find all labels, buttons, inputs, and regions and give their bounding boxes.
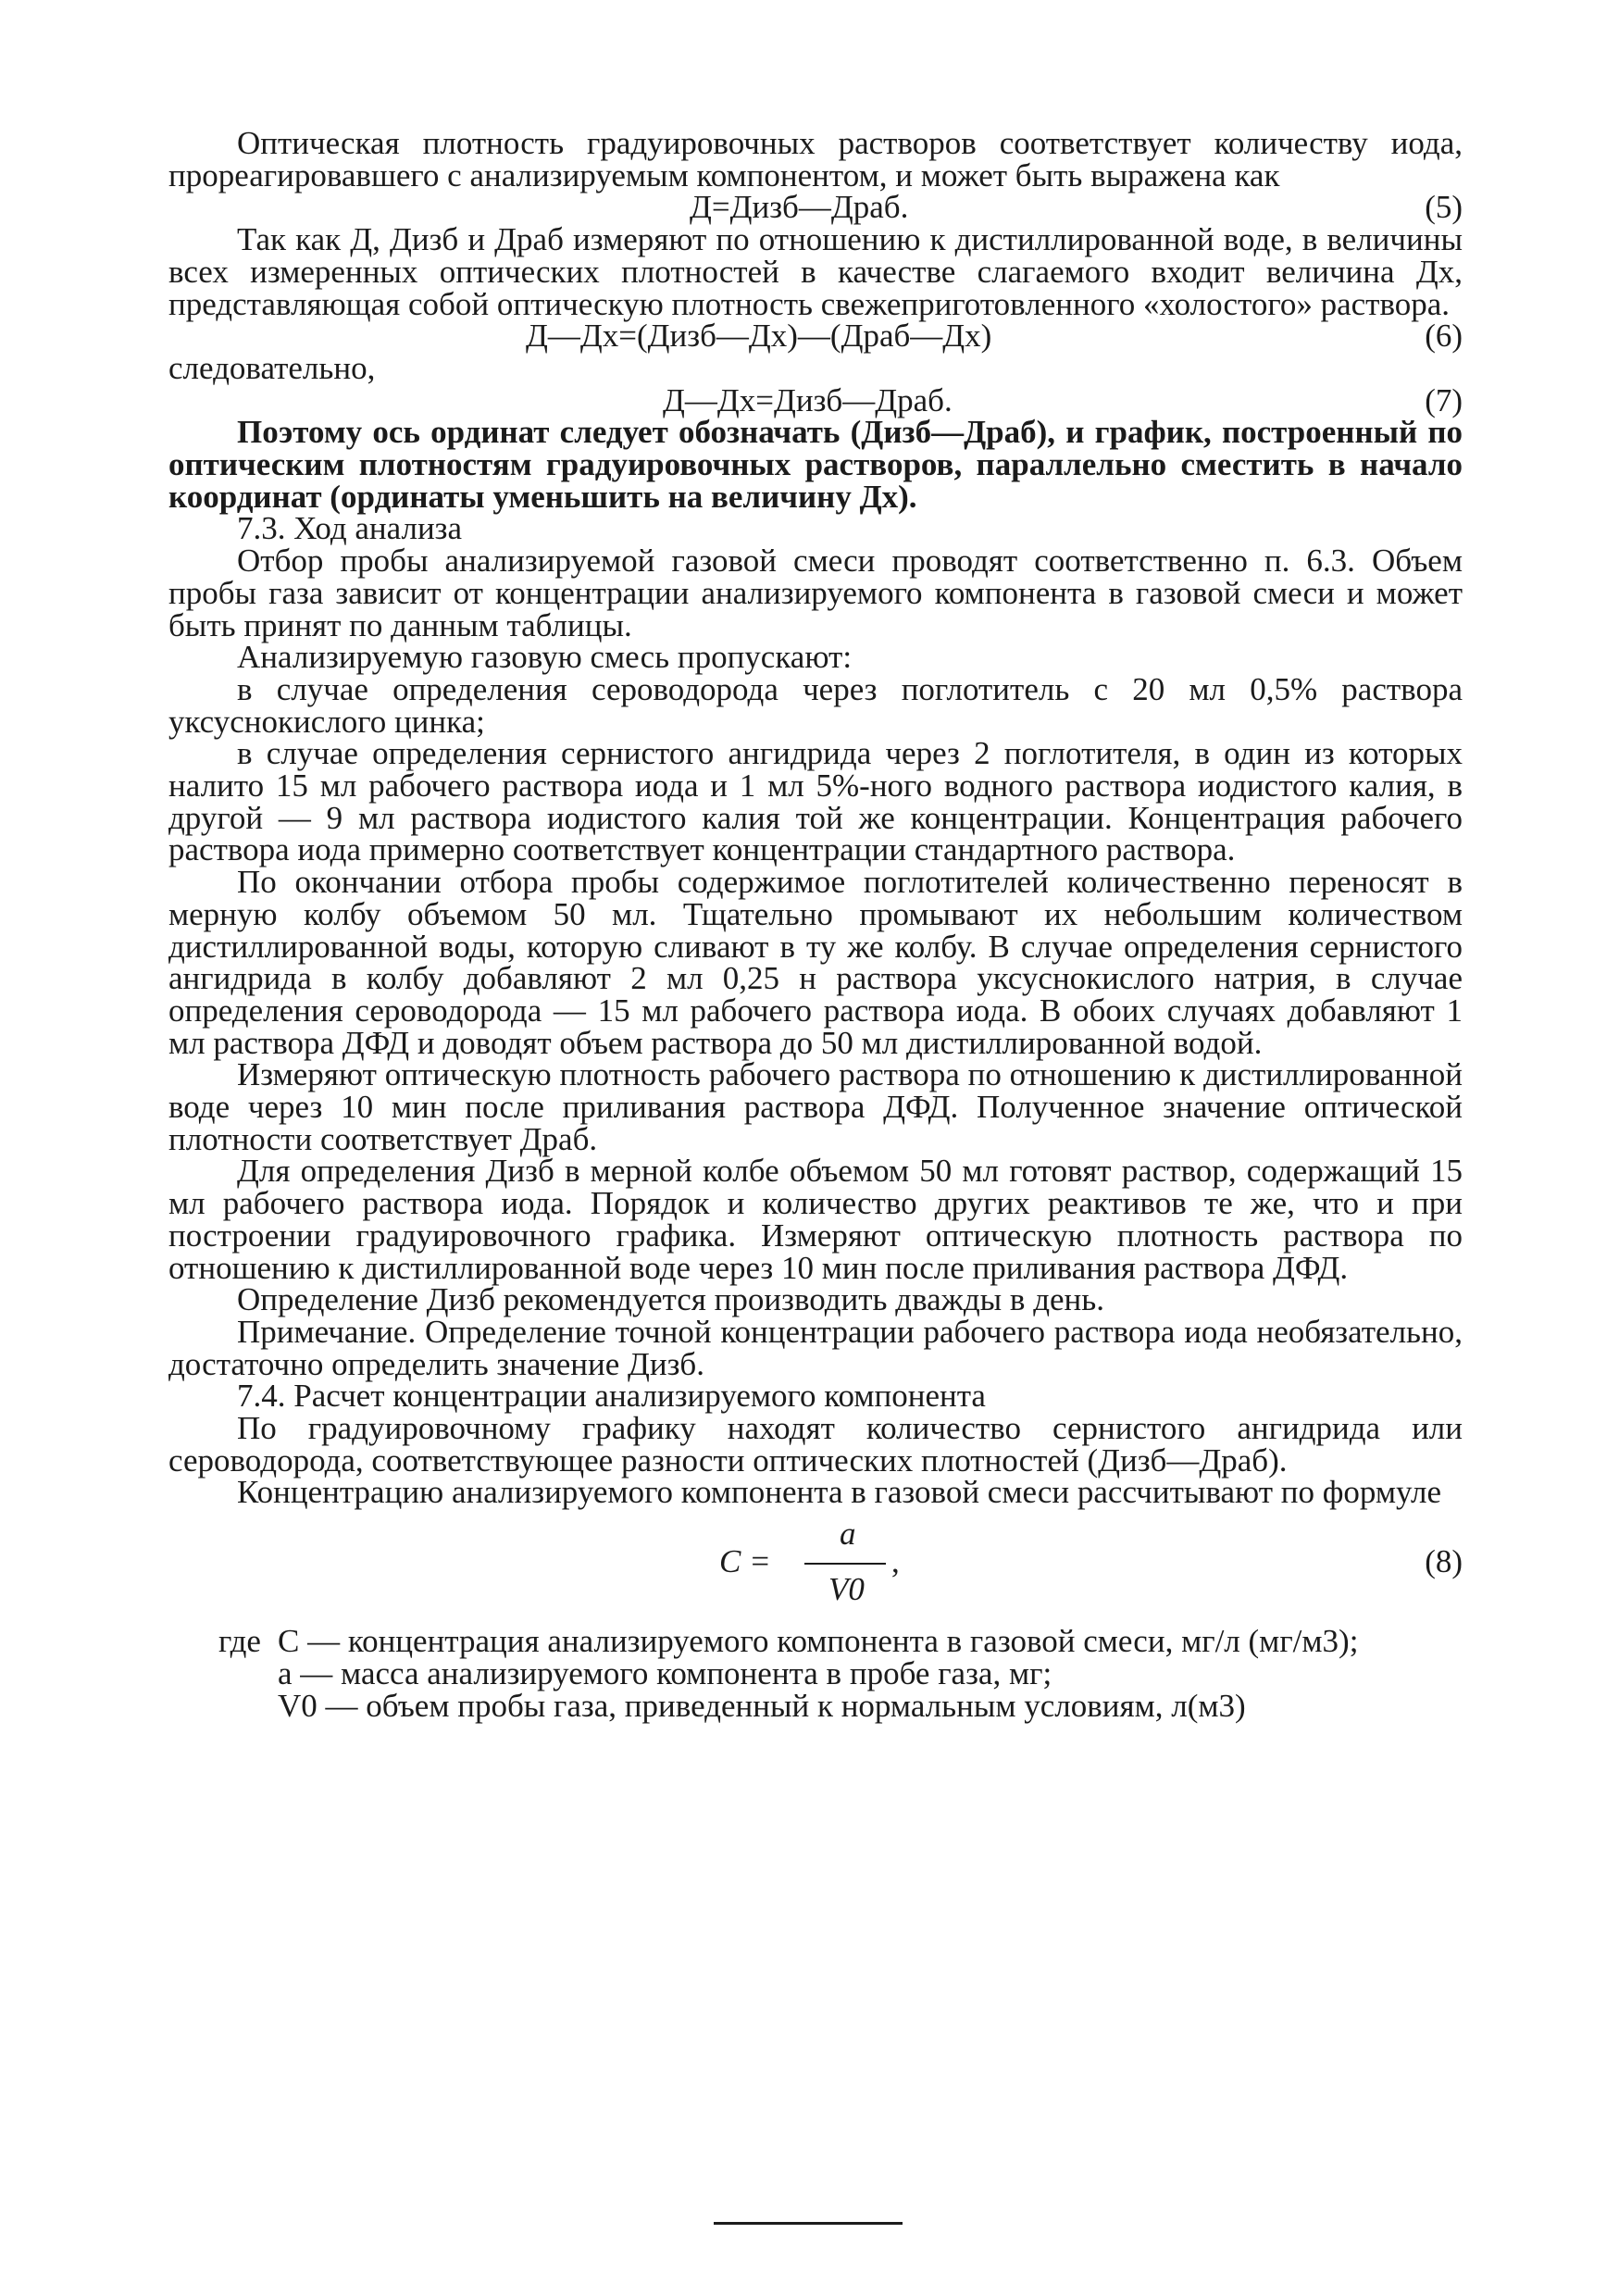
formula-8 xyxy=(168,1518,1463,1620)
formula-7 xyxy=(168,381,1463,418)
formula-8-fraction xyxy=(719,1518,932,1620)
paragraph-ordinate-axis: Поэтому ось ординат следует обозначать (Дизб—Драб), и график, построенный по оптическим плотностям градуировочных растворов, параллельно сместить в начало координат (ординаты уменьшить на величину Дх). xyxy=(168,414,1463,515)
formula-8-lhs: C = xyxy=(719,1543,771,1580)
paragraph-sampling: Отбор пробы анализируемой газовой смеси проводят соответственно п. 6.3. Объем пробы газа зависит от концентрации анализируемого компонента в газовой смеси и может быть принят по данным таблицы. xyxy=(168,543,1463,643)
paragraph-optical-density: Оптическая плотность градуировочных растворов соответствует количеству иода, прореагировавшего с анализируемым компонентом, и может быть выражена как xyxy=(168,125,1463,193)
formula-6 xyxy=(168,320,1463,353)
definition-a-text: a — масса анализируемого компонента в пробе газа, мг; xyxy=(278,1654,1052,1691)
paragraph-hydrogen-sulfide: в случае определения сероводорода через поглотитель с 20 мл 0,5% раствора уксуснокислого цинка; xyxy=(168,670,1463,740)
definition-a xyxy=(168,1654,1463,1691)
paragraph-calibration-graph: По градуировочному графику находят количество сернистого ангидрида или сероводорода, соответствующее разности оптических плотностей (Дизб—Драб). xyxy=(168,1410,1463,1479)
paragraph-measurement-note: Так как Д, Дизб и Драб измеряют по отношению к дистиллированной воде, в величины всех измеренных оптических плотностей в качестве слагаемого входит величина Дх, представляющая собой оптическую плотность свежеприготовленного «холостого» раствора. xyxy=(168,221,1463,322)
formula-5 xyxy=(168,189,1463,226)
paragraph-consequently: следовательно, xyxy=(168,349,376,386)
formula-7-number: (7) xyxy=(1425,381,1463,418)
formula-8-denominator: V0 xyxy=(828,1571,865,1608)
fraction-bar xyxy=(804,1563,886,1565)
paragraph-note: Примечание. Определение точной концентрации рабочего раствора иода необязательно, достаточно определить значение Дизб. xyxy=(168,1313,1463,1382)
section-title-7-4: 7.4. Расчет концентрации анализируемого компонента xyxy=(237,1378,986,1415)
section-title-7-3: 7.3. Ход анализа xyxy=(237,510,463,547)
paragraph-determine-d-izb: Для определения Дизб в мерной колбе объемом 50 мл готовят раствор, содержащий 15 мл рабочего раствора иода. Порядок и количество других реактивов те же, что и при построении градуировочного графика. Измеряют оптическую плотность раствора по отношению к дистиллированной воде через 10 мин после приливания раствора ДФД. xyxy=(168,1153,1463,1286)
definition-v0 xyxy=(168,1687,1463,1724)
paragraph-twice-daily: Определение Дизб рекомендуется производить дважды в день. xyxy=(237,1281,1104,1318)
definition-c-text: C — концентрация анализируемого компонента в газовой смеси, мг/л (мг/м3); xyxy=(278,1623,1359,1660)
where-label: где xyxy=(218,1623,261,1660)
formula-5-number: (5) xyxy=(1425,189,1463,226)
formula-6-expression: Д—Дх=(Дизб—Дх)—(Драб—Дх) xyxy=(526,318,992,355)
paragraph-measure-working: Измеряют оптическую плотность рабочего раствора по отношению к дистиллированной воде через 10 мин после приливания раствора ДФД. Полученное значение оптической плотности соответствует Драб. xyxy=(168,1056,1463,1157)
paragraph-gas-passing: Анализируемую газовую смесь пропускают: xyxy=(237,639,853,676)
paragraph-after-sampling: По окончании отбора пробы содержимое поглотителей количественно переносят в мерную колбу объемом 50 мл. Тщательно промывают их небольшим количеством дистиллированной воды, которую сливают в ту же колбу. В случае определения сернистого ангидрида в колбу добавляют 2 мл 0,25 н раствора уксуснокислого натрия, в случае определения сероводорода — 15 мл рабочего раствора иода. В обоих случаях добавляют 1 мл раствора ДФД и доводят объем раствора до 50 мл дистиллированной водой. xyxy=(168,864,1463,1061)
formula-5-expression: Д=Дизб—Драб. xyxy=(690,189,909,226)
definition-c xyxy=(168,1623,1463,1660)
end-rule xyxy=(714,2222,903,2225)
definition-v0-text: V0 — объем пробы газа, приведенный к нормальным условиям, л(м3) xyxy=(278,1687,1246,1724)
formula-7-expression: Д—Дх=Дизб—Драб. xyxy=(663,381,953,418)
document-body xyxy=(168,125,1463,1724)
formula-8-number: (8) xyxy=(1425,1543,1463,1580)
formula-6-number: (6) xyxy=(1425,318,1463,355)
formula-8-comma: , xyxy=(891,1543,900,1580)
variable-definitions xyxy=(168,1623,1463,1724)
paragraph-concentration-formula: Концентрацию анализируемого компонента в газовой смеси рассчитывают по формуле xyxy=(237,1474,1442,1511)
formula-8-numerator: a xyxy=(840,1516,856,1553)
paragraph-sulfur-dioxide: в случае определения сернистого ангидрида через 2 поглотителя, в один из которых налито 15 мл рабочего раствора иода и 1 мл 5%-ного водного раствора иодистого калия, в другой — 9 мл раствора иодистого калия той же концентрации. Концентрация рабочего раствора иода примерно соответствует концентрации стандартного раствора. xyxy=(168,735,1463,868)
